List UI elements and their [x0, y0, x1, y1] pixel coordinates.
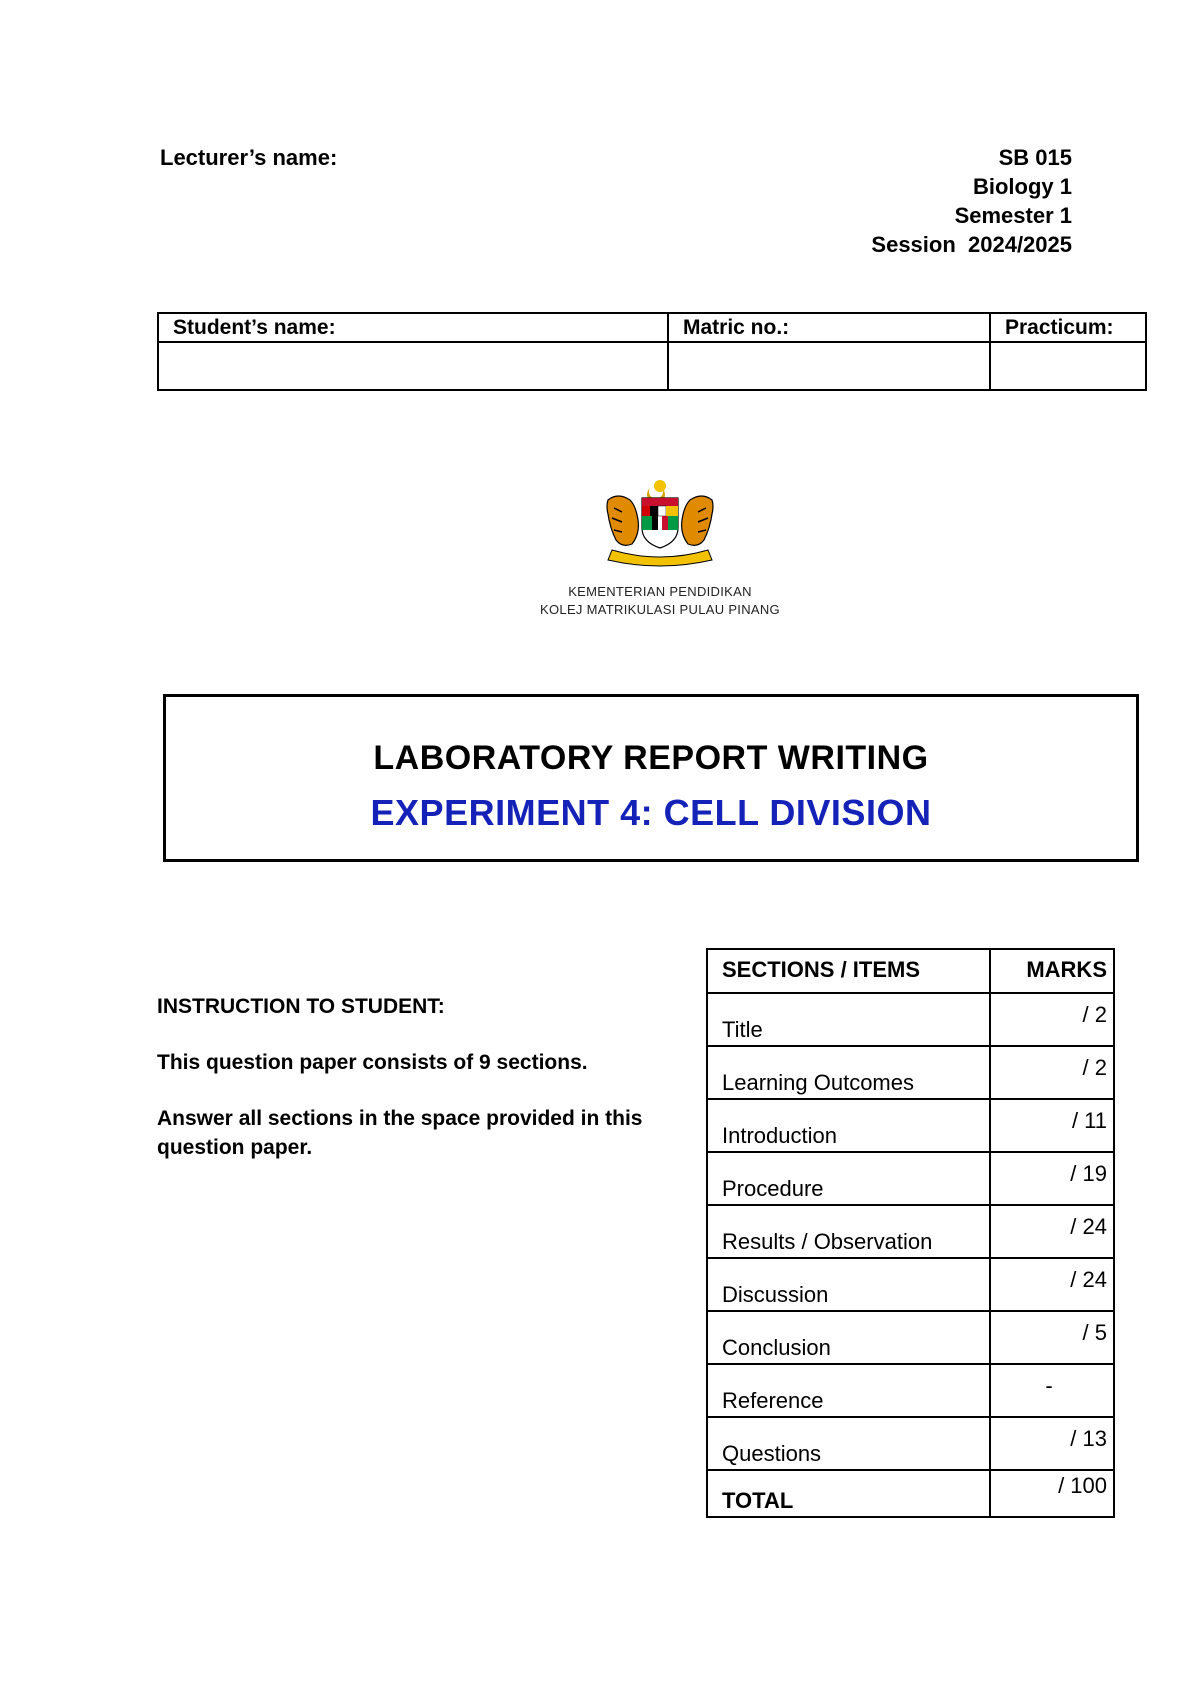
sections-header: SECTIONS / ITEMS — [707, 949, 990, 993]
institution-name — [450, 583, 870, 619]
table-row — [707, 1152, 1114, 1205]
section-marks: / 19 — [990, 1152, 1114, 1205]
marks-header: MARKS — [990, 949, 1114, 993]
total-row — [707, 1470, 1114, 1517]
instructions-line-1: This question paper consists of 9 sections. — [157, 1051, 588, 1074]
section-name: Introduction — [707, 1099, 990, 1152]
title-box — [163, 694, 1139, 862]
table-row — [707, 1205, 1114, 1258]
section-marks: / 11 — [990, 1099, 1114, 1152]
section-name: Title — [707, 993, 990, 1046]
lecturer-name-label: Lecturer’s name: — [160, 145, 338, 170]
section-marks: / 5 — [990, 1311, 1114, 1364]
matric-no-field[interactable] — [668, 342, 990, 390]
section-name: Procedure — [707, 1152, 990, 1205]
ministry-name: KEMENTERIAN PENDIDIKAN — [568, 584, 752, 599]
coat-of-arms-icon — [598, 478, 722, 568]
table-row — [707, 1099, 1114, 1152]
marks-table — [706, 948, 1115, 1518]
section-name: Learning Outcomes — [707, 1046, 990, 1099]
section-marks: - — [990, 1364, 1114, 1417]
section-marks: / 13 — [990, 1417, 1114, 1470]
section-marks: / 24 — [990, 1205, 1114, 1258]
section-marks: / 2 — [990, 1046, 1114, 1099]
instructions-heading: INSTRUCTION TO STUDENT: — [157, 995, 445, 1018]
table-row — [707, 1364, 1114, 1417]
table-row — [707, 1258, 1114, 1311]
course-subject: Biology 1 — [972, 174, 1072, 199]
course-semester: Semester 1 — [954, 203, 1072, 228]
college-name: KOLEJ MATRIKULASI PULAU PINANG — [540, 602, 780, 617]
matric-no-label: Matric no.: — [668, 313, 990, 342]
student-name-label: Student’s name: — [158, 313, 668, 342]
section-marks: / 24 — [990, 1258, 1114, 1311]
table-row — [707, 993, 1114, 1046]
course-code: SB 015 — [998, 145, 1072, 170]
experiment-title: EXPERIMENT 4: CELL DIVISION — [370, 792, 932, 833]
section-name: Discussion — [707, 1258, 990, 1311]
instructions — [157, 992, 677, 1189]
section-name: Conclusion — [707, 1311, 990, 1364]
practicum-field[interactable] — [990, 342, 1146, 390]
student-info-table — [157, 312, 1147, 391]
course-session: Session 2024/2025 — [871, 232, 1072, 257]
section-name: Reference — [707, 1364, 990, 1417]
report-title: LABORATORY REPORT WRITING — [373, 739, 929, 777]
section-name: Questions — [707, 1417, 990, 1470]
course-info — [871, 143, 1072, 259]
practicum-label: Practicum: — [990, 313, 1146, 342]
total-marks: / 100 — [990, 1470, 1114, 1517]
table-row — [707, 1046, 1114, 1099]
student-name-field[interactable] — [158, 342, 668, 390]
table-row — [707, 1311, 1114, 1364]
table-row — [707, 1417, 1114, 1470]
section-marks: / 2 — [990, 993, 1114, 1046]
section-name: Results / Observation — [707, 1205, 990, 1258]
total-label: TOTAL — [707, 1470, 990, 1517]
instructions-line-2: Answer all sections in the space provided in this question paper. — [157, 1107, 643, 1159]
